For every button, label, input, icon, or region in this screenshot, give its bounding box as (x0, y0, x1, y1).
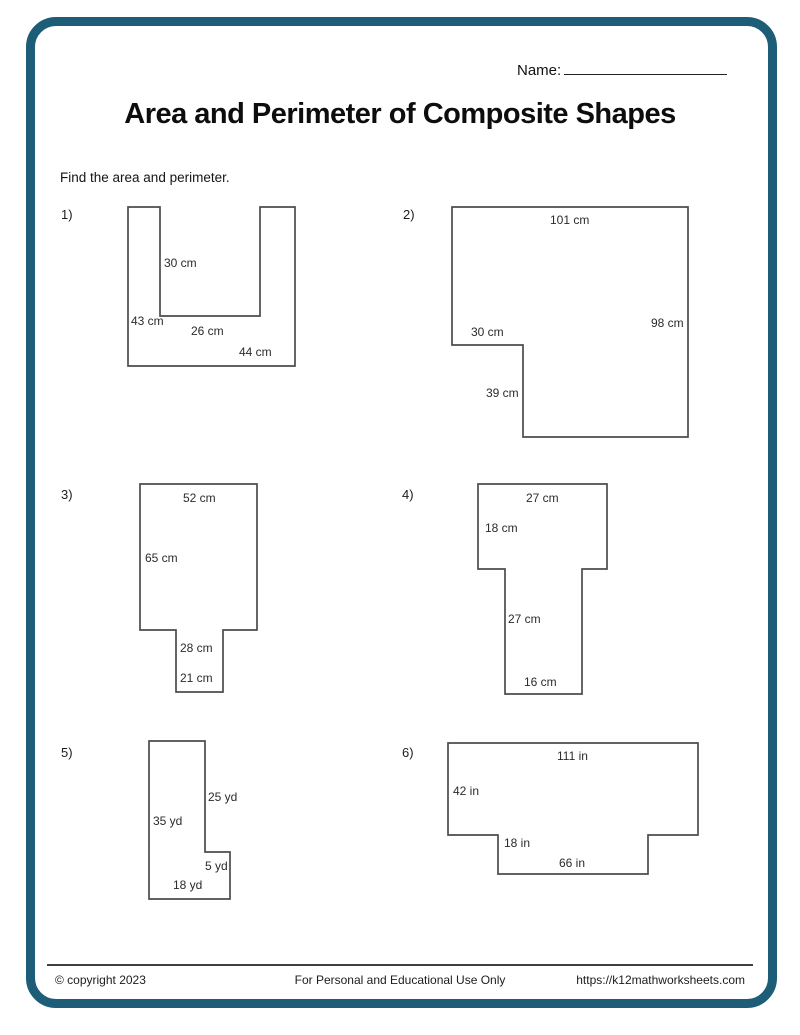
dimension-label: 25 yd (208, 790, 238, 804)
problem-number: 4) (402, 487, 414, 502)
dimension-label: 26 cm (191, 324, 224, 338)
footer-divider (47, 964, 753, 966)
dimension-label: 52 cm (183, 491, 216, 505)
problem-number: 5) (61, 745, 73, 760)
shape-1-outline (128, 207, 295, 366)
dimension-label: 30 cm (471, 325, 504, 339)
problem-number: 3) (61, 487, 73, 502)
dimension-label: 18 cm (485, 521, 518, 535)
dimension-label: 42 in (453, 784, 480, 798)
dimension-label: 39 cm (486, 386, 519, 400)
name-label: Name: (517, 62, 562, 79)
dimension-label: 111 in (557, 749, 588, 763)
problem-number: 2) (403, 207, 415, 222)
problem-number: 6) (402, 745, 414, 760)
dimension-label: 43 cm (131, 314, 164, 328)
dimension-label: 18 yd (173, 878, 203, 892)
dimension-label: 101 cm (550, 213, 590, 227)
instructions-text: Find the area and perimeter. (60, 170, 230, 185)
dimension-label: 44 cm (239, 345, 272, 359)
problem-number: 1) (61, 207, 73, 222)
footer-copyright: © copyright 2023 (55, 973, 146, 987)
dimension-label: 30 cm (164, 256, 197, 270)
footer-url: https://k12mathworksheets.com (576, 973, 745, 987)
footer-usage-text: For Personal and Educational Use Only (294, 973, 506, 987)
shape-4-outline (478, 484, 607, 694)
dimension-label: 66 in (559, 856, 586, 870)
dimension-label: 28 cm (180, 641, 213, 655)
dimension-label: 16 cm (524, 675, 557, 689)
dimension-label: 27 cm (526, 491, 559, 505)
dimension-label: 98 cm (651, 316, 684, 330)
dimension-label: 18 in (504, 836, 531, 850)
dimension-label: 27 cm (508, 612, 541, 626)
dimension-label: 35 yd (153, 814, 183, 828)
dimension-label: 21 cm (180, 671, 213, 685)
dimension-label: 5 yd (205, 859, 228, 873)
page-title: Area and Perimeter of Composite Shapes (124, 98, 676, 130)
shape-3-outline (140, 484, 257, 692)
dimension-label: 65 cm (145, 551, 178, 565)
